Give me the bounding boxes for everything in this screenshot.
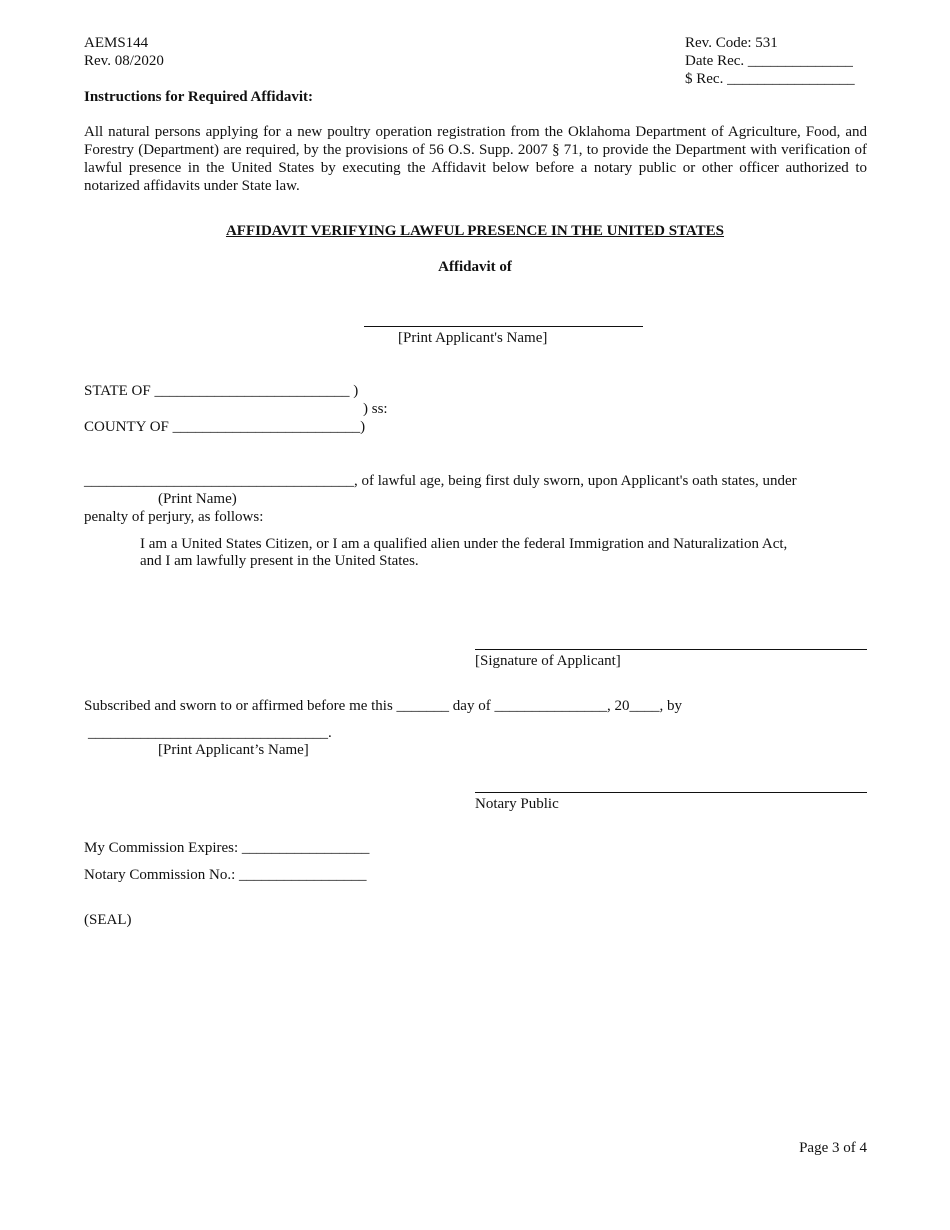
page-number: Page 3 of 4 xyxy=(799,1140,867,1156)
revision-date: Rev. 08/2020 xyxy=(84,53,164,69)
ss-marker: ) ss: xyxy=(363,401,388,417)
applicant-name-caption: [Print Applicant's Name] xyxy=(398,330,548,346)
form-code: AEMS144 xyxy=(84,35,149,51)
commission-number-field: Notary Commission No.: _________________ xyxy=(84,867,367,883)
print-name-caption: (Print Name) xyxy=(158,491,237,507)
perjury-line: penalty of perjury, as follows: xyxy=(84,509,264,525)
commission-expires-field: My Commission Expires: _________________ xyxy=(84,840,370,856)
sworn-statement-line: ____________________________________, of lawful age, being first duly sworn, upon Applicant's oath states, under xyxy=(84,473,797,489)
subscribed-sworn-line: Subscribed and sworn to or affirmed before me this _______ day of _______________, 20____, by xyxy=(84,698,682,714)
applicant-name-line xyxy=(364,326,643,327)
affidavit-title: AFFIDAVIT VERIFYING LAWFUL PRESENCE IN THE UNITED STATES xyxy=(225,223,725,239)
seal-label: (SEAL) xyxy=(84,912,132,928)
date-received-field: Date Rec. ______________ xyxy=(685,53,853,69)
notary-public-caption: Notary Public xyxy=(475,796,559,812)
citizenship-statement-line-1: I am a United States Citizen, or I am a qualified alien under the federal Immigration and Naturalization Act, xyxy=(140,536,788,552)
applicant-signature-line xyxy=(475,649,867,650)
affidavit-subtitle: Affidavit of xyxy=(438,259,512,275)
notary-signature-line xyxy=(475,792,867,793)
notary-applicant-name-caption: [Print Applicant’s Name] xyxy=(158,742,309,758)
instructions-heading: Instructions for Required Affidavit: xyxy=(84,89,314,105)
applicant-name-blank: ________________________________. xyxy=(88,725,332,741)
county-of-line: COUNTY OF _________________________) xyxy=(84,419,366,435)
citizenship-statement-line-2: and I am lawfully present in the United States. xyxy=(140,553,419,569)
state-of-line: STATE OF __________________________ ) xyxy=(84,383,359,399)
instructions-body: All natural persons applying for a new poultry operation registration from the Oklahoma Department of Agriculture, Food, and Forestry (Department) are required, by the provisions of 56 O.S. Supp. 2007 § 71, to provide the Department with verification of lawful presence in the United States by executing the Affidavit below before a notary public or other officer authorized to notarized affidavits under State law. xyxy=(84,124,867,194)
money-received-field: $ Rec. _________________ xyxy=(685,71,855,87)
revision-code: Rev. Code: 531 xyxy=(685,35,778,51)
applicant-signature-caption: [Signature of Applicant] xyxy=(475,653,621,669)
